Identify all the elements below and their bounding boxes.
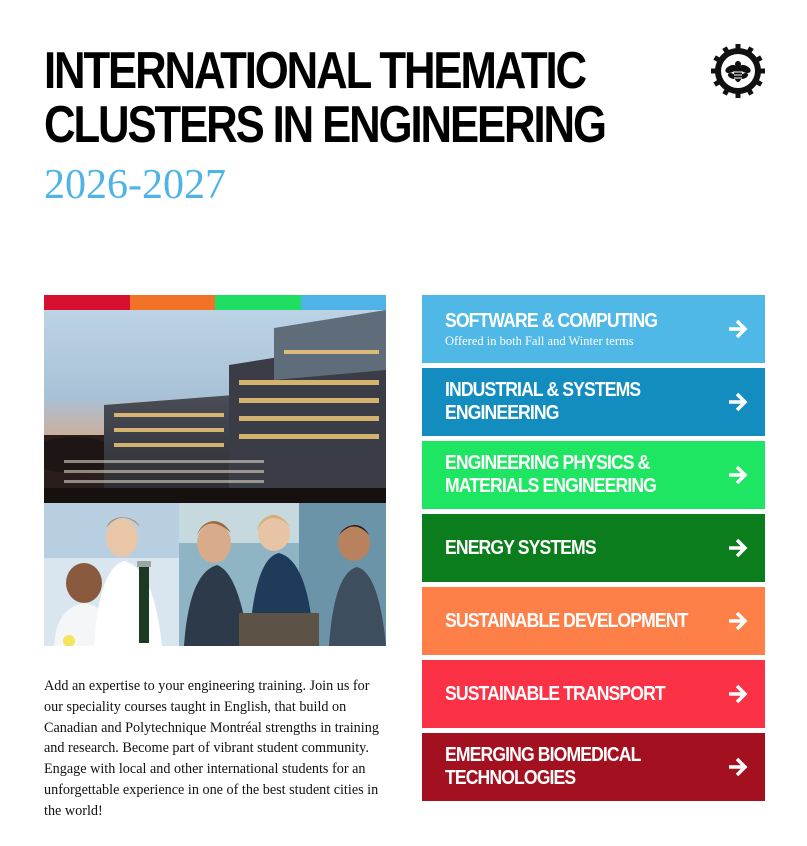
cluster-sustainable-transport[interactable] (422, 660, 765, 728)
cluster-software-computing[interactable] (422, 295, 765, 363)
arrow-right-icon (727, 536, 749, 560)
campus-building-at-dusk-image (44, 310, 386, 503)
color-stripe-orange (130, 295, 216, 310)
arrow-right-icon (727, 390, 749, 414)
cluster-engineering-physics-materials[interactable] (422, 441, 765, 509)
title-line-1: INTERNATIONAL THEMATIC (44, 42, 586, 100)
arrow-right-icon (727, 463, 749, 487)
arrow-right-icon (727, 609, 749, 633)
cluster-sustainable-development[interactable] (422, 587, 765, 655)
cluster-name: EMERGING BIOMEDICAL TECHNOLOGIES (445, 744, 641, 789)
page-title (44, 44, 605, 152)
cluster-name: ENERGY SYSTEMS (445, 536, 596, 559)
arrow-right-icon (727, 755, 749, 779)
arrow-right-icon (727, 317, 749, 341)
arrow-right-icon (727, 682, 749, 706)
cluster-name: SUSTAINABLE TRANSPORT (445, 682, 665, 705)
color-stripe-blue (301, 295, 387, 310)
cluster-name: SUSTAINABLE DEVELOPMENT (445, 609, 688, 632)
intro-paragraph: Add an expertise to your engineering training. Join us for our speciality courses taught in English, that build on Canadian and Polytechnique Montréal strengths in training and research. Become part of vibrant student community. Engage with local and other international students for an unforgettable experience in one of the best student cities in the world! (44, 678, 379, 819)
cluster-name: INDUSTRIAL & SYSTEMS ENGINEERING (445, 379, 641, 424)
color-stripe-red (44, 295, 130, 310)
cluster-name: SOFTWARE & COMPUTING (445, 310, 658, 332)
cluster-subtitle: Offered in both Fall and Winter terms (445, 334, 634, 348)
cluster-energy-systems[interactable] (422, 514, 765, 582)
cluster-name: ENGINEERING PHYSICS & MATERIALS ENGINEERING (445, 452, 656, 497)
bee-gear-logo-icon (711, 44, 765, 98)
cluster-list (422, 295, 765, 806)
color-stripe (44, 295, 386, 310)
cluster-emerging-biomedical-technologies[interactable] (422, 733, 765, 801)
title-line-2: CLUSTERS IN ENGINEERING (44, 96, 605, 154)
color-stripe-green (215, 295, 301, 310)
students-in-lab-image (44, 503, 179, 646)
academic-year: 2026-2027 (44, 162, 226, 208)
students-working-together-image (179, 503, 386, 646)
cluster-industrial-systems-engineering[interactable] (422, 368, 765, 436)
